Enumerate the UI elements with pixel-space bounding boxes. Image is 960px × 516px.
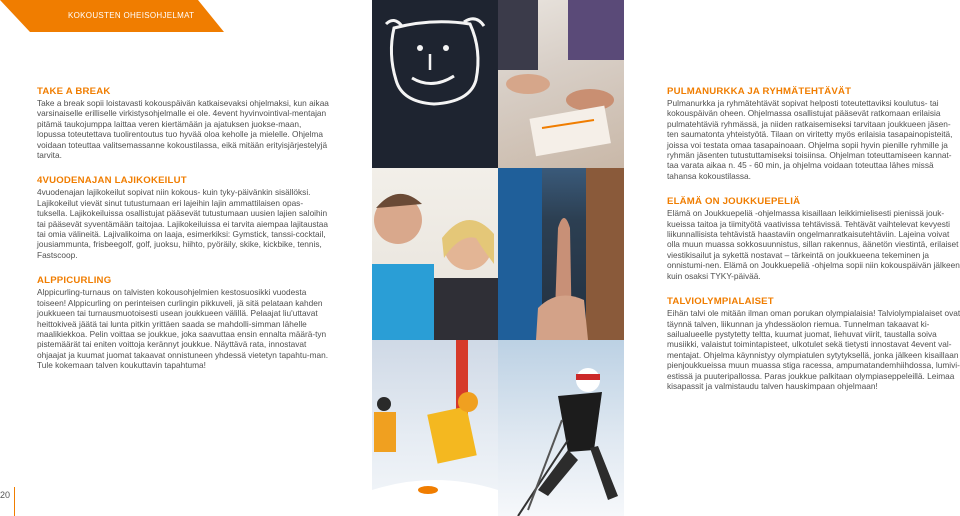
photo-alppicurling — [372, 340, 498, 516]
photo-skier — [498, 340, 624, 516]
photo-hand-pointing — [498, 168, 624, 340]
banner-title: KOKOUSTEN OHEISOHJELMAT — [68, 11, 195, 20]
section-body: Eihän talvi ole mitään ilman oman porukan olympialaisia! Talviolympialaiset ovat täynnä talven, liikunnan ja yhdessäolon riemua. Tunnelman takaavat ki-sailualueelle pystytetty teltta, kuumat juomat, liehuvat viirit, taustalla soiva musiikki, valaistut toimintapisteet, ulkotulet sekä tietysti innostavat 4event val-mentajat. Ohjelma käynnistyy olympiatulen sytytyksellä, jonka jälkeen kisaillaan pienjoukkueissa muun muassa stiga racessa, ampumatandemhiihdossa, lumivi-estissä ja puuteripallossa. Paras joukkue palkitaan olympiaseppeleillä. Leimaa kisapassit ja valmistaudu talven hauskimpaan ohjelmaan! — [667, 308, 960, 391]
section-lajikokeilut — [37, 175, 329, 260]
couple-illustration — [372, 168, 498, 340]
photo-group-puzzle — [498, 0, 624, 168]
left-text-column — [37, 86, 329, 386]
section-body: Elämä on Joukkuepeliä -ohjelmassa kisaillaan leikkimielisesti pienissä jouk-kueissa taitoa ja tiimityötä vaativissa tehtävissä. Tehtävät vaihtelevat kevyesti liikunnallisista tehtävistä haastaviin ongelmanratkaisutehtäviin. Lajeina voivat olla muun muassa sokkosuunnistus, sillan rakennus, äänetön viestintä, erilaiset viestikisailut ja sykettä nostavat – tärkeintä on joukkueena tekeminen ja onnistumi-nen. Elämä on Joukkuepeliä -ohjelma sopii niin kokouspäivän jälkeen kuin osaksi TYKY-päivää. — [667, 208, 960, 281]
section-heading: TALVIOLYMPIALAISET — [667, 296, 774, 308]
section-heading: PULMANURKKA JA RYHMÄTEHTÄVÄT — [667, 86, 852, 97]
section-heading: ALPPICURLING — [37, 275, 112, 287]
section-elama-on-joukkuepelia — [667, 196, 960, 281]
section-take-a-break — [37, 86, 329, 160]
section-body: Take a break sopii loistavasti kokouspäivän katkaisevaksi ohjelmaksi, kun aikaa varsinaiselle erilliselle virkistysohjelmalle ei ole. 4event hyvinvointival-mentajan pitämä taukojumppa laittaa veren kiertämään ja ajatuksen juokse-maan, lopussa toteutettava tuolirentoutus tuo hyvää oloa keholle ja mielelle. Ohjelma voidaan toteuttaa valitsemassanne kokoustilassa, eikä mitään erityisjärjestelyjä tarvita. — [37, 98, 329, 161]
page-number: 20 — [0, 490, 11, 500]
section-body: Pulmanurkka ja ryhmätehtävät sopivat helposti toteutettaviksi koulutus- tai kokouspäivän oheen. Ohjelmassa osallistujat pääsevät ratkomaan erilaisia pulmatehtäviä ryhmässä, ja niiden ratkaisemiseksi tarvitaan joukkueen jäsen-ten saumatonta yhteistyötä. Tilaan on viritetty myös erilaisia tasapainopisteitä, joissa voi testata omaa tasapainoaan. Ohjelma sopii hyvin pienille ryhmille ja ryhmän jäsenten tutustuttamiseksi toisiinsa. Ohjelman toteuttamiseen kannat-taa varata aikaa n. 45 - 60 min, ja ohjelma voidaan toteuttaa lähes missä tahansa kokoustilassa. — [667, 98, 953, 181]
section-heading: 4VUODENAJAN LAJIKOKEILUT — [37, 175, 187, 187]
section-banner — [0, 0, 224, 32]
section-heading: ELÄMÄ ON JOUKKUEPELIÄ — [667, 196, 801, 208]
pointing-hand-illustration — [498, 168, 624, 340]
right-text-column — [667, 86, 960, 406]
skier-illustration — [498, 340, 624, 516]
section-heading: TAKE A BREAK — [37, 86, 111, 97]
page-number-divider — [14, 487, 15, 516]
section-pulmanurkka — [667, 86, 960, 181]
section-talviolympialaiset — [667, 296, 960, 391]
chalk-smiley-icon — [372, 0, 498, 168]
section-body: Alppicurling-turnaus on talvisten kokousohjelmien kestosuosikki vuodesta toiseen! Alppicurling on perinteisen curlingin pikkuveli, jä sitä pelataan kahden joukkueen tai turnausmuotoisesti usean joukkueen välillä. Pelaajat liu'uttavat heittokiveä jäätä tai lunta pitkin yrittäen saada se mahdolli-simman lähelle maalikiekkoa. Pelin voittaa se joukkue, joka saavuttaa ensin ennalta määrä-tyn pistemäärät tai eniten voittoja kerännyt joukkue. Näyttävä rata, innostavat ohjaajat ja kuumat juomat takaavat onnistuneen yhdessä vietetyn tapahtu-man. Tule kokemaan talven koukuttavin tapahtuma! — [37, 287, 329, 371]
photo-smiling-couple — [372, 168, 498, 340]
section-alppicurling — [37, 275, 329, 370]
section-body: 4vuodenajan lajikokeilut sopivat niin kokous- kuin tyky-päivänkin sisällöksi. Lajikokeilut vievät sinut tutustumaan eri lajeihin lajin ammattilaisen opas-tuksella. Lajikokeiluissa osallistujat pääsevät tutustumaan uusien lajien saloihin tai pääsevät syventämään taitojaa. Lajikokeiluissa ei tarvita aiempaa lajitaustaa tai omia välineitä. Lajivalikoima on laaja, esimerkiksi: Gymstick, tanssi-cocktail, jousiammunta, frisbeegolf, golf, juoksu, hiihto, pyöräily, skike, kickbike, tennis, Fastscoop. — [37, 187, 329, 260]
curling-players-illustration — [372, 340, 498, 516]
puzzle-hands-illustration — [498, 0, 624, 168]
photo-chalk-face — [372, 0, 498, 168]
